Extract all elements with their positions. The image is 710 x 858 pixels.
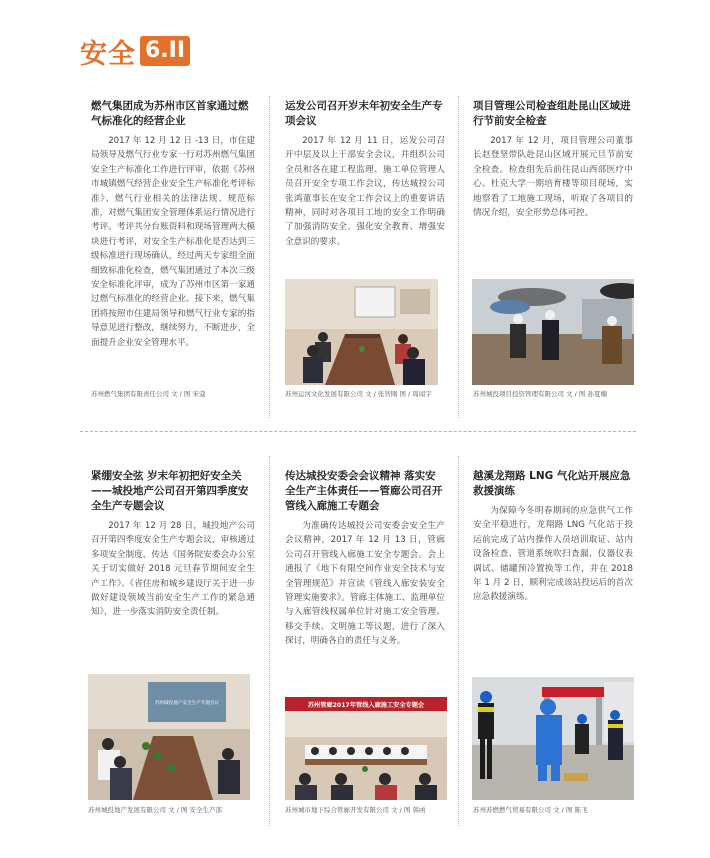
article-lng-station: [473, 469, 633, 605]
section-logo: [80, 33, 190, 69]
article-title: 燃气集团成为苏州市区首家通过燃气标准化的经营企业: [91, 100, 249, 127]
article-credit: 苏州运河文化发展有限公司 文 / 张智刚 图 / 周闻宇: [285, 390, 432, 398]
article-credit: 苏州城投项目投资管理有限公司 文 / 图 孙夏楠: [473, 390, 607, 398]
article-title: 项目管理公司检查组赴昆山区域进行节前安全检查: [473, 100, 631, 127]
meeting-banner-text: 苏州管廊2017年管线入廊施工安全专题会: [307, 702, 425, 709]
meeting-photo: [285, 279, 438, 385]
article-credit: 苏州城市地下综合管廊开发有限公司 文 / 图 韩函: [285, 806, 426, 814]
article-credit: 苏州燃气集团有限责任公司 文 / 图 宋蔻: [91, 390, 206, 398]
column-divider: [458, 96, 459, 418]
lng-drill-photo: [472, 677, 634, 800]
article-canal-company: [285, 99, 445, 249]
article-title: 紧绷安全弦 岁末年初把好安全关——城投地产公司召开第四季度安全生产专题会议: [91, 470, 249, 512]
article-body: 2017 年 12 月 11 日，运发公司召开中层及以上干部安全会议，并组织公司全员和各在建工程监理、施工单位管理人员召开安全专项工作会议，传达城投公司张鸿董事长在安全工作会议上的重要讲话精神，同时对各项目工地的安全工作明确了加强消防安全、强化安全教育、增强安全意识的要求。: [285, 136, 445, 247]
column-divider: [269, 96, 270, 418]
article-credit: 苏州苏燃燃气贸易有限公司 文 / 图 陈飞: [473, 806, 588, 814]
article-title: 越溪龙翔路 LNG 气化站开展应急救援演练: [473, 470, 631, 497]
article-body: 为准确传达城投公司安委会安全生产会议精神，2017 年 12 月 13 日，管廊公司召开管线入廊施工安全专题会。会上通报了《地下有限空间作业安全技术与安全管理规范》并宣读《管线入廊安装安全管理实施要求》。管廊主体施工、监理单位与入廊管线权属单位针对施工安全管理、移交手续、文明施工等议题，进行了深入探讨，明确各自的责任与义务。: [285, 521, 445, 647]
article-title: 传达城投安委会会议精神 落实安全生产主体责任——管廊公司召开管线入廊施工专题会: [285, 470, 443, 512]
logo-badge: 6.II: [140, 36, 190, 66]
article-body: 为保障今冬明春期间的应急供气工作安全平稳进行，龙翔路 LNG 气化站于投运前完成了站内操作人员培训取证、站内设备检查、管道系统吹扫查漏、仪器仪表调试、储罐预冷置换等工作，并在 2018 年 1 月 2 日，顺利完成该站投运后的首次应急救援演练。: [473, 506, 633, 603]
article-title: 运发公司召开岁末年初安全生产专项会议: [285, 100, 443, 127]
column-divider: [458, 456, 459, 826]
estate-meeting-photo: [88, 674, 250, 800]
inspection-photo: [472, 279, 634, 385]
article-body: 2017 年 12 月 28 日，城投地产公司召开第四季度安全生产专题会议，审核通过多项安全制度，传达《国务院安委会办公室关于切实做好 2018 元旦春节期间安全生产工作》、《省住房和城乡建设厅关于进一步做好建设领域当前安全生产工作的紧急通知》，进一步落实消防安全责任制。: [91, 521, 255, 618]
article-utility-tunnel: [285, 469, 445, 649]
article-project-management: [473, 99, 633, 220]
article-estate-company: [91, 469, 255, 620]
column-divider: [269, 456, 270, 826]
row-divider: [80, 431, 636, 432]
article-body: 2017 年 12 月，项目管理公司董事长赵登坚带队赴昆山区域开展元旦节前安全检查。检查组先后前往昆山西部医疗中心、杜克大学一期培育楼等项目现场，实地察看了工地施工现场，听取了各项目的情况介绍，安全形势总体可控。: [473, 136, 633, 219]
article-credit: 苏州城投地产发展有限公司 文 / 图 安全生产部: [88, 806, 222, 814]
meeting-screen-text: 苏州城投地产安全生产专题会议: [154, 701, 220, 706]
tunnel-meeting-photo: [285, 697, 447, 800]
article-body: 2017 年 12 月 12 日 -13 日，市住建局领导及燃气行业专家一行对苏州燃气集团安全生产标准化工作进行评审，依据《苏州市城镇燃气经营企业安全生产标准化考评标准》、燃气行业相关的法律法规、规范标准，对燃气集团安全管理体系运行情况进行考评。考评共分台账资料和现场管理两大模块进行考评，对安全生产标准化是否达到三级标准进行现场确认，经过两天专家组全面细致标准化检查，燃气集团通过了本次三级安全标准化评审，成为了苏州市区第一家通过燃气标准化的经营企业。接下来，燃气集团将按照市住建局领导和燃气行业专家的指导意见进行整改，继续努力，不断进步，全面提升企业安全管理水平。: [91, 136, 255, 348]
article-gas-group: [91, 99, 255, 350]
logo-text: 安全: [80, 38, 136, 70]
